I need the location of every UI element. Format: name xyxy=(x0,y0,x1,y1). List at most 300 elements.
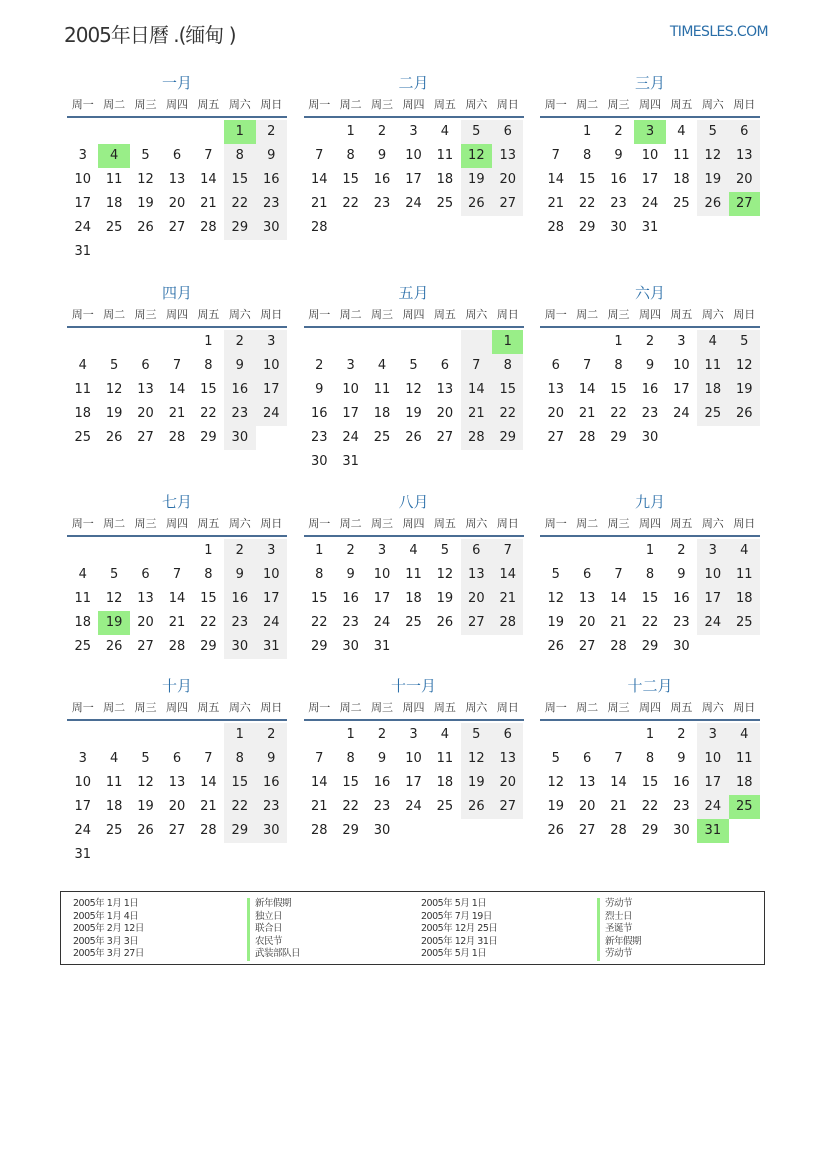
weekday-label: 周一 xyxy=(544,308,567,321)
empty-cell xyxy=(193,843,224,867)
day-cell: 21 xyxy=(610,615,627,630)
day-cell: 19 xyxy=(137,196,154,211)
day-cell: 3 xyxy=(409,124,418,139)
day-cell: 16 xyxy=(373,775,391,790)
weekday-label: 周三 xyxy=(134,308,157,321)
weekday-label: 周一 xyxy=(308,98,331,111)
day-cell-weekend: 13 xyxy=(492,747,523,771)
empty-cell xyxy=(697,635,728,659)
day-cell: 6 xyxy=(582,751,592,766)
weekday-label: 周四 xyxy=(638,98,661,111)
day-cell: 3 xyxy=(409,727,418,742)
weekday-label: 周六 xyxy=(228,308,251,321)
day-cell: 1 xyxy=(582,124,592,139)
day-cell: 23 xyxy=(673,615,690,630)
day-cell: 25 xyxy=(373,430,391,445)
month-name: 七月 xyxy=(161,493,192,511)
day-cell: 27 xyxy=(168,823,186,838)
empty-cell xyxy=(161,330,192,354)
month-december xyxy=(540,675,760,867)
day-cell: 7 xyxy=(315,751,324,766)
day-cell: 31 xyxy=(74,847,91,862)
weekday-label: 周六 xyxy=(465,517,488,530)
day-grid xyxy=(540,120,760,240)
weekday-label: 周一 xyxy=(71,308,94,321)
weekday-header xyxy=(304,304,524,328)
empty-cell xyxy=(398,635,429,659)
weekday-header xyxy=(540,94,760,118)
day-cell: 23 xyxy=(310,430,328,445)
empty-cell xyxy=(335,330,366,354)
legend-entry: 联合日 xyxy=(247,923,421,936)
weekday-label: 周一 xyxy=(71,701,94,714)
day-cell-weekend: 30 xyxy=(224,426,255,450)
day-cell: 8 xyxy=(204,567,213,582)
day-cell: 30 xyxy=(673,639,690,654)
day-cell: 5 xyxy=(440,543,450,558)
empty-cell xyxy=(492,216,523,240)
day-cell-weekend: 19 xyxy=(697,168,728,192)
empty-cell xyxy=(429,216,460,240)
weekday-label: 周六 xyxy=(228,98,251,111)
day-cell: 8 xyxy=(614,358,623,373)
day-cell: 11 xyxy=(436,148,454,163)
empty-cell xyxy=(461,216,492,240)
empty-cell xyxy=(697,216,728,240)
day-cell-weekend: 23 xyxy=(224,402,255,426)
empty-cell xyxy=(398,819,429,843)
day-cell: 14 xyxy=(200,172,217,187)
day-cell: 14 xyxy=(168,382,186,397)
day-cell: 26 xyxy=(137,220,154,235)
day-cell: 7 xyxy=(315,148,324,163)
day-cell: 10 xyxy=(673,358,690,373)
legend-entry: 2005年 1月 4日 xyxy=(73,910,139,922)
empty-cell xyxy=(492,819,523,843)
day-cell: 6 xyxy=(141,567,150,582)
day-cell: 4 xyxy=(677,124,686,139)
empty-cell xyxy=(67,723,98,747)
day-cell-weekend: 27 xyxy=(492,795,523,819)
weekday-label: 周四 xyxy=(165,98,188,111)
day-cell-weekend: 12 xyxy=(729,354,760,378)
day-cell: 22 xyxy=(610,406,627,421)
day-cell: 29 xyxy=(200,430,217,445)
weekday-header xyxy=(540,513,760,537)
weekday-label: 周四 xyxy=(165,517,188,530)
day-cell: 23 xyxy=(373,196,391,211)
day-cell: 18 xyxy=(405,591,422,606)
day-cell: 24 xyxy=(405,196,422,211)
weekday-label: 周四 xyxy=(638,308,661,321)
day-cell-weekend: 21 xyxy=(492,587,523,611)
empty-cell xyxy=(256,240,287,264)
day-cell: 15 xyxy=(200,591,217,606)
weekday-label: 周三 xyxy=(607,308,630,321)
empty-cell xyxy=(571,723,602,747)
day-cell-weekend: 23 xyxy=(256,795,287,819)
day-cell: 15 xyxy=(641,775,659,790)
day-cell: 1 xyxy=(614,334,623,349)
weekday-label: 周日 xyxy=(496,98,519,111)
weekday-label: 周二 xyxy=(576,308,599,321)
weekday-label: 周三 xyxy=(607,701,630,714)
weekday-label: 周六 xyxy=(701,98,724,111)
day-cell: 21 xyxy=(610,799,627,814)
weekday-label: 周一 xyxy=(308,701,331,714)
day-cell: 7 xyxy=(614,751,623,766)
weekday-label: 周五 xyxy=(197,517,220,530)
day-cell: 16 xyxy=(342,591,359,606)
day-cell-holiday: 4 xyxy=(98,144,129,168)
weekday-header xyxy=(540,697,760,721)
weekday-label: 周三 xyxy=(371,98,394,111)
day-cell: 22 xyxy=(342,799,359,814)
day-cell: 3 xyxy=(78,148,87,163)
weekday-label: 周二 xyxy=(339,98,362,111)
weekday-label: 周五 xyxy=(433,98,456,111)
day-cell: 16 xyxy=(641,382,659,397)
day-cell-weekend: 17 xyxy=(256,587,287,611)
day-cell-weekend: 9 xyxy=(256,144,287,168)
day-cell: 4 xyxy=(78,567,87,582)
empty-cell xyxy=(461,635,492,659)
empty-cell xyxy=(540,723,571,747)
weekday-label: 周三 xyxy=(134,98,157,111)
day-cell: 13 xyxy=(168,775,186,790)
empty-cell xyxy=(571,539,602,563)
weekday-header xyxy=(67,304,287,328)
weekday-label: 周六 xyxy=(701,701,724,714)
day-cell: 18 xyxy=(105,196,123,211)
day-cell: 19 xyxy=(137,799,154,814)
day-cell-weekend: 26 xyxy=(461,795,492,819)
day-cell: 30 xyxy=(641,430,659,445)
empty-cell xyxy=(540,539,571,563)
empty-cell xyxy=(304,120,335,144)
day-cell: 7 xyxy=(204,751,213,766)
day-cell: 21 xyxy=(200,196,217,211)
empty-cell xyxy=(193,240,224,264)
day-cell: 21 xyxy=(547,196,564,211)
empty-cell xyxy=(130,539,161,563)
day-cell: 6 xyxy=(172,148,182,163)
day-cell-weekend: 15 xyxy=(224,771,255,795)
day-cell-weekend: 10 xyxy=(256,354,287,378)
weekday-label: 周三 xyxy=(607,517,630,530)
day-cell: 18 xyxy=(673,172,690,187)
day-cell: 13 xyxy=(547,382,564,397)
day-cell-weekend: 30 xyxy=(256,819,287,843)
day-cell: 10 xyxy=(641,148,659,163)
day-cell: 10 xyxy=(342,382,359,397)
day-cell: 20 xyxy=(137,615,154,630)
weekday-label: 周六 xyxy=(701,517,724,530)
day-cell: 26 xyxy=(547,639,564,654)
weekday-label: 周一 xyxy=(71,517,94,530)
empty-cell xyxy=(492,635,523,659)
legend-entry: 新年假期 xyxy=(597,936,767,949)
weekday-label: 周五 xyxy=(433,517,456,530)
legend-entry: 2005年 5月 1日 xyxy=(421,948,487,959)
day-cell: 9 xyxy=(377,751,387,766)
day-grid xyxy=(67,330,287,450)
weekday-label: 周五 xyxy=(670,98,693,111)
day-cell: 22 xyxy=(310,615,328,630)
day-cell: 25 xyxy=(673,196,690,211)
day-cell: 16 xyxy=(673,591,690,606)
empty-cell xyxy=(461,819,492,843)
day-cell-weekend: 5 xyxy=(729,330,760,354)
legend-names-col-1 xyxy=(247,898,421,964)
day-cell: 8 xyxy=(346,148,355,163)
legend-entry: 2005年 12月 25日 xyxy=(421,923,498,934)
month-april xyxy=(67,282,287,474)
day-cell: 9 xyxy=(645,358,655,373)
day-cell-weekend: 24 xyxy=(697,795,728,819)
day-cell: 4 xyxy=(109,751,119,766)
legend-names-col-2 xyxy=(597,898,767,964)
month-row-3 xyxy=(67,491,760,659)
month-name: 二月 xyxy=(398,74,429,92)
day-cell: 27 xyxy=(578,639,596,654)
day-cell: 9 xyxy=(346,567,355,582)
day-cell-weekend: 4 xyxy=(697,330,728,354)
day-cell: 1 xyxy=(315,543,324,558)
empty-cell xyxy=(193,120,224,144)
day-cell-weekend: 20 xyxy=(492,168,523,192)
weekday-label: 周一 xyxy=(308,517,331,530)
day-cell: 24 xyxy=(673,406,690,421)
day-cell: 2 xyxy=(346,543,355,558)
day-cell: 29 xyxy=(641,639,659,654)
day-cell: 24 xyxy=(405,799,422,814)
empty-cell xyxy=(335,216,366,240)
day-cell: 18 xyxy=(74,615,91,630)
day-cell: 1 xyxy=(645,727,655,742)
day-cell-holiday: 27 xyxy=(729,192,760,216)
day-cell: 14 xyxy=(610,591,627,606)
day-cell: 3 xyxy=(78,751,87,766)
day-cell: 1 xyxy=(346,124,355,139)
weekday-label: 周日 xyxy=(260,98,283,111)
day-cell: 21 xyxy=(200,799,217,814)
day-cell: 2 xyxy=(677,727,686,742)
day-cell: 1 xyxy=(346,727,355,742)
day-cell-weekend: 6 xyxy=(492,723,523,747)
day-cell-weekend: 9 xyxy=(224,563,255,587)
empty-cell xyxy=(130,120,161,144)
day-cell: 24 xyxy=(74,220,91,235)
weekday-label: 周一 xyxy=(71,98,94,111)
weekday-label: 周三 xyxy=(371,701,394,714)
day-cell: 9 xyxy=(315,382,324,397)
weekday-label: 周五 xyxy=(433,308,456,321)
day-cell: 7 xyxy=(204,148,213,163)
day-cell: 3 xyxy=(677,334,686,349)
day-grid xyxy=(304,723,524,843)
legend-dates-col-2 xyxy=(421,898,597,964)
day-cell: 20 xyxy=(578,615,596,630)
empty-cell xyxy=(224,240,255,264)
day-cell: 19 xyxy=(547,615,564,630)
month-february xyxy=(304,72,524,264)
day-cell: 15 xyxy=(578,172,596,187)
legend-entry: 2005年 3月 27日 xyxy=(73,948,144,959)
day-cell: 11 xyxy=(436,751,454,766)
day-cell-weekend: 28 xyxy=(492,611,523,635)
month-name: 四月 xyxy=(161,284,192,302)
day-cell-weekend: 24 xyxy=(256,611,287,635)
empty-cell xyxy=(540,330,571,354)
day-cell-weekend: 21 xyxy=(461,402,492,426)
weekday-label: 周一 xyxy=(544,517,567,530)
day-cell: 10 xyxy=(74,775,91,790)
empty-cell xyxy=(492,450,523,474)
empty-cell xyxy=(429,450,460,474)
empty-cell xyxy=(256,426,287,450)
day-cell: 14 xyxy=(168,591,186,606)
month-name: 一月 xyxy=(161,74,192,92)
day-cell-weekend: 4 xyxy=(729,539,760,563)
empty-cell xyxy=(429,819,460,843)
day-cell-weekend: 19 xyxy=(729,378,760,402)
day-cell: 15 xyxy=(342,775,359,790)
day-cell: 25 xyxy=(74,639,91,654)
day-cell-holiday: 25 xyxy=(729,795,760,819)
day-cell-weekend: 31 xyxy=(256,635,287,659)
day-cell: 4 xyxy=(440,124,450,139)
weekday-label: 周三 xyxy=(134,701,157,714)
weekday-label: 周六 xyxy=(465,701,488,714)
empty-cell xyxy=(729,216,760,240)
day-cell-holiday: 1 xyxy=(224,120,255,144)
weekday-label: 周四 xyxy=(165,308,188,321)
day-cell: 17 xyxy=(405,775,422,790)
day-cell: 20 xyxy=(436,406,454,421)
day-cell: 5 xyxy=(109,358,119,373)
weekday-label: 周日 xyxy=(733,308,756,321)
day-grid xyxy=(540,330,760,450)
day-cell: 12 xyxy=(137,172,154,187)
day-cell: 8 xyxy=(582,148,592,163)
empty-cell xyxy=(161,120,192,144)
day-cell: 25 xyxy=(105,220,123,235)
weekday-header xyxy=(540,304,760,328)
weekday-label: 周五 xyxy=(433,701,456,714)
day-cell-weekend: 10 xyxy=(697,563,728,587)
day-cell: 25 xyxy=(436,799,454,814)
day-cell: 10 xyxy=(405,751,422,766)
day-cell-weekend: 25 xyxy=(729,611,760,635)
day-cell: 25 xyxy=(436,196,454,211)
day-cell: 29 xyxy=(641,823,659,838)
day-grid xyxy=(304,330,524,474)
day-grid xyxy=(67,539,287,659)
day-cell: 14 xyxy=(200,775,217,790)
day-cell: 20 xyxy=(547,406,564,421)
day-cell-weekend: 11 xyxy=(697,354,728,378)
month-name: 五月 xyxy=(398,284,429,302)
empty-cell xyxy=(540,120,571,144)
day-cell: 10 xyxy=(405,148,422,163)
day-cell: 4 xyxy=(440,727,450,742)
day-cell: 12 xyxy=(105,591,123,606)
day-cell: 27 xyxy=(168,220,186,235)
day-cell-weekend: 3 xyxy=(256,330,287,354)
day-cell-weekend: 24 xyxy=(697,611,728,635)
day-cell: 2 xyxy=(614,124,623,139)
day-cell: 4 xyxy=(78,358,87,373)
day-cell: 5 xyxy=(141,148,150,163)
day-cell: 13 xyxy=(137,591,154,606)
weekday-label: 周六 xyxy=(228,517,251,530)
day-cell: 11 xyxy=(105,172,123,187)
day-cell-weekend: 16 xyxy=(224,378,255,402)
day-cell-weekend: 13 xyxy=(729,144,760,168)
day-cell: 9 xyxy=(377,148,387,163)
day-cell-weekend: 2 xyxy=(224,539,255,563)
brand-link[interactable]: TIMESLES.COM xyxy=(669,24,768,40)
month-name: 九月 xyxy=(634,493,665,511)
day-cell: 23 xyxy=(610,196,627,211)
day-cell: 20 xyxy=(578,799,596,814)
day-cell: 21 xyxy=(168,406,186,421)
day-cell: 26 xyxy=(405,430,422,445)
day-cell: 30 xyxy=(610,220,627,235)
empty-cell xyxy=(429,635,460,659)
weekday-label: 周五 xyxy=(670,517,693,530)
empty-cell xyxy=(398,450,429,474)
day-cell: 28 xyxy=(578,430,596,445)
day-cell-weekend: 14 xyxy=(461,378,492,402)
day-cell-weekend: 2 xyxy=(256,120,287,144)
day-cell: 11 xyxy=(105,775,123,790)
day-cell-weekend: 17 xyxy=(256,378,287,402)
empty-cell xyxy=(398,216,429,240)
day-cell-weekend: 29 xyxy=(492,426,523,450)
day-cell-weekend: 20 xyxy=(461,587,492,611)
day-cell: 2 xyxy=(377,124,387,139)
day-cell: 18 xyxy=(436,172,454,187)
day-cell: 22 xyxy=(342,196,359,211)
legend-entry: 武装部队日 xyxy=(247,948,421,961)
empty-cell xyxy=(98,539,129,563)
day-cell: 6 xyxy=(172,751,182,766)
day-cell-weekend: 7 xyxy=(461,354,492,378)
day-cell: 25 xyxy=(105,823,123,838)
day-cell-weekend: 26 xyxy=(729,402,760,426)
weekday-label: 周六 xyxy=(465,98,488,111)
day-cell: 20 xyxy=(168,799,186,814)
day-cell: 15 xyxy=(310,591,328,606)
day-cell: 5 xyxy=(551,567,560,582)
weekday-label: 周五 xyxy=(197,701,220,714)
day-cell-weekend: 10 xyxy=(256,563,287,587)
day-cell-holiday: 1 xyxy=(492,330,523,354)
legend-entry: 2005年 2月 12日 xyxy=(73,923,144,934)
month-january xyxy=(67,72,287,264)
weekday-label: 周日 xyxy=(496,701,519,714)
empty-cell xyxy=(130,843,161,867)
empty-cell xyxy=(161,240,192,264)
empty-cell xyxy=(366,216,397,240)
day-cell: 8 xyxy=(645,567,655,582)
day-cell-weekend: 17 xyxy=(697,587,728,611)
day-cell: 23 xyxy=(342,615,359,630)
empty-cell xyxy=(161,539,192,563)
day-cell: 9 xyxy=(614,148,623,163)
